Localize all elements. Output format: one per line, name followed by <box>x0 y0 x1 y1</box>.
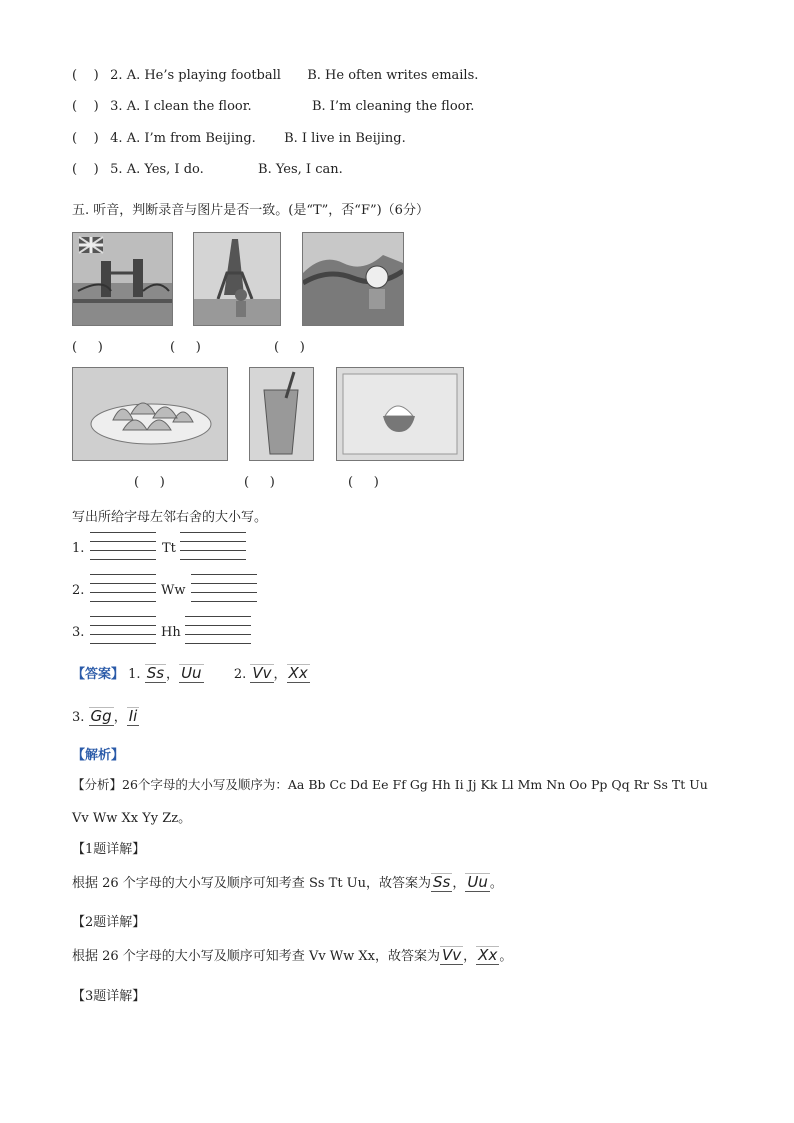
answer-blank: ( ) <box>72 131 99 146</box>
letter-item-1-num: 1. <box>72 541 85 556</box>
rice-bowl-picture <box>336 367 464 461</box>
dumplings-picture <box>72 367 228 461</box>
detail-1-text <box>72 872 503 892</box>
letter-item-1: Tt <box>162 541 176 556</box>
period: 。 <box>489 876 503 891</box>
comma: ， <box>166 667 180 682</box>
comma: ， <box>452 876 466 891</box>
writing-lines-left-1 <box>90 532 156 568</box>
detail-2-label: 【2题详解】 <box>72 915 146 930</box>
question-2 <box>72 68 478 83</box>
option-a: A. I clean the floor. <box>126 99 252 114</box>
detail-2-sentence: 根据 26 个字母的大小写及顺序可知考查 Vv Ww Xx，故答案为 <box>72 949 441 964</box>
question-number: 3. <box>110 99 123 114</box>
blank-pic-2: ( ) <box>170 340 201 355</box>
juice-picture <box>249 367 314 461</box>
answer-blank: ( ) <box>72 99 99 114</box>
option-a: A. He’s playing football <box>126 68 281 83</box>
question-4 <box>72 131 406 146</box>
detail-2-answer-b: Xx <box>478 946 498 964</box>
eiffel-tower-picture <box>193 232 281 326</box>
great-wall-picture <box>302 232 404 326</box>
answer-number: 3. <box>72 710 85 725</box>
answer-2a: Vv <box>252 664 272 682</box>
blank-pic-6: ( ) <box>348 475 379 490</box>
option-a: A. I’m from Beijing. <box>126 131 256 146</box>
detail-1-sentence: 根据 26 个字母的大小写及顺序可知考查 Ss Tt Uu，故答案为 <box>72 876 432 891</box>
letters-instruction: 写出所给字母左邻右舍的大小写。 <box>72 510 268 525</box>
answer-3b: Ii <box>128 707 138 725</box>
answer-2b: Xx <box>288 664 308 682</box>
writing-lines-left-3 <box>90 616 156 652</box>
option-b: B. Yes, I can. <box>258 162 343 177</box>
question-3 <box>72 99 474 114</box>
detail-2-text <box>72 945 512 965</box>
letter-item-2: Ww <box>161 583 186 598</box>
comma: ， <box>463 949 477 964</box>
option-a: A. Yes, I do. <box>126 162 204 177</box>
comma: ， <box>273 667 287 682</box>
writing-lines-right-1 <box>180 532 246 568</box>
period: 。 <box>499 949 513 964</box>
question-number: 2. <box>110 68 123 83</box>
letter-item-2-num: 2. <box>72 583 85 598</box>
analysis-label: 【解析】 <box>72 748 125 763</box>
answer-number: 1. <box>128 667 141 682</box>
option-b: B. He often writes emails. <box>307 68 479 83</box>
option-b: B. I live in Beijing. <box>284 131 406 146</box>
analysis-line-1: 【分析】26个字母的大小写及顺序为：Aa Bb Cc Dd Ee Ff Gg Hh Ii Jj Kk Ll Mm Nn Oo Pp Qq Rr Ss Tt Uu <box>72 777 708 792</box>
writing-lines-right-2 <box>191 574 257 610</box>
analysis-line-2: Vv Ww Xx Yy Zz。 <box>72 811 192 826</box>
answer-blank: ( ) <box>72 68 99 83</box>
answer-line-2 <box>72 706 139 726</box>
answer-1a: Ss <box>146 664 165 682</box>
detail-2-answer-a: Vv <box>442 946 462 964</box>
section5-title: 五. 听音，判断录音与图片是否一致。(是“T”，否“F”)（6分） <box>72 203 429 218</box>
answer-1b: Uu <box>181 664 202 682</box>
detail-1-label: 【1题详解】 <box>72 842 146 857</box>
question-5 <box>72 162 343 177</box>
writing-lines-left-2 <box>90 574 156 610</box>
writing-lines-right-3 <box>185 616 251 652</box>
detail-1-answer-b: Uu <box>467 873 488 891</box>
blank-pic-4: ( ) <box>134 475 165 490</box>
london-picture <box>72 232 173 326</box>
question-number: 4. <box>110 131 123 146</box>
answer-number: 2. <box>233 667 247 682</box>
blank-pic-3: ( ) <box>274 340 305 355</box>
answer-line-1 <box>72 663 310 683</box>
detail-3-label: 【3题详解】 <box>72 989 146 1004</box>
letter-item-3: Hh <box>161 625 181 640</box>
comma: ， <box>113 710 127 725</box>
option-b: B. I’m cleaning the floor. <box>311 99 475 114</box>
blank-pic-5: ( ) <box>244 475 275 490</box>
answer-blank: ( ) <box>72 162 99 177</box>
answer-3a: Gg <box>90 707 112 725</box>
answer-label: 【答案】 <box>72 667 125 682</box>
detail-1-answer-a: Ss <box>433 873 451 891</box>
blank-pic-1: ( ) <box>72 340 103 355</box>
question-number: 5. <box>110 162 123 177</box>
letter-item-3-num: 3. <box>72 625 85 640</box>
